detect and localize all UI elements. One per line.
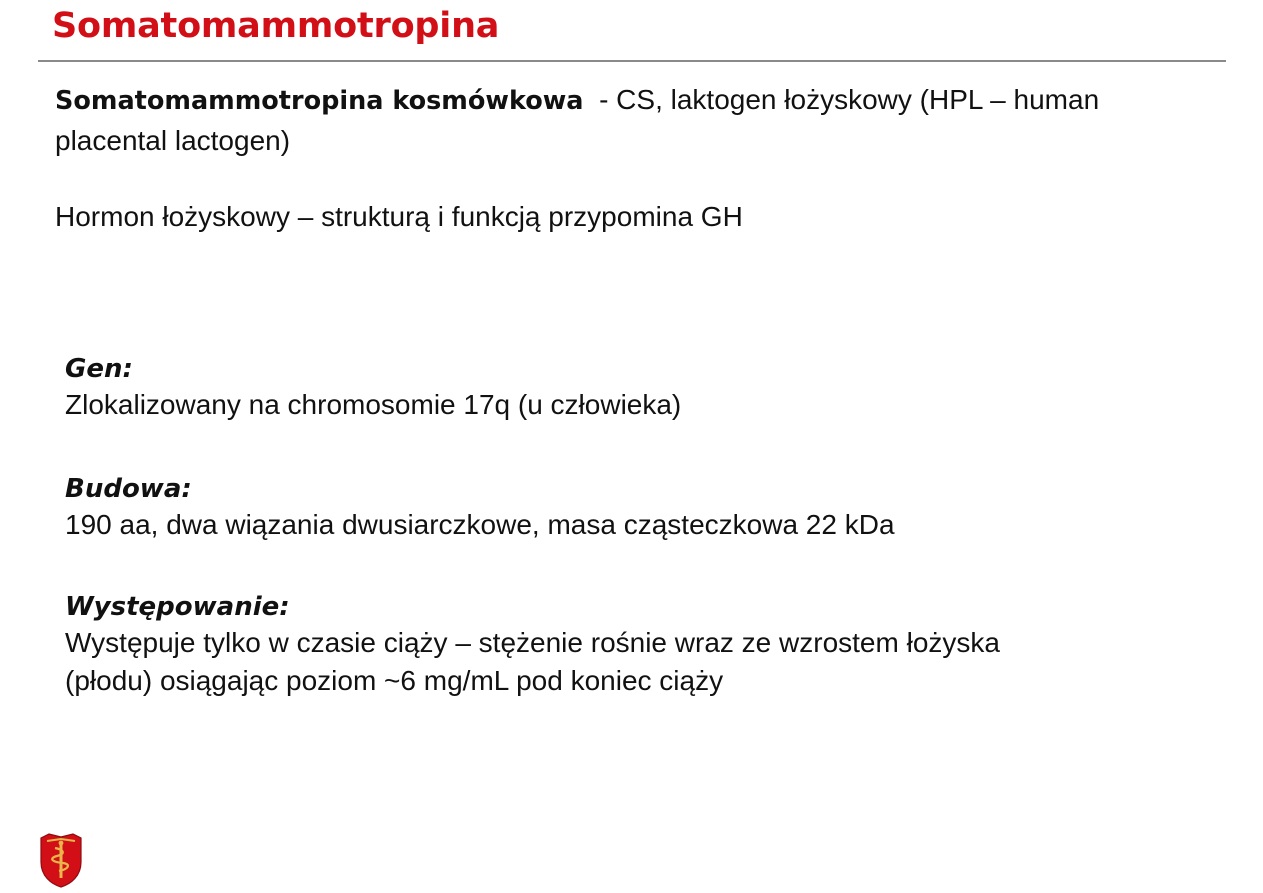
section-budowa [65, 472, 1215, 544]
section-body-wystepowanie-line2: (płodu) osiągając poziom ~6 mg/mL pod koniec ciąży [65, 665, 724, 696]
university-crest-icon [37, 832, 85, 888]
intro-term: Somatomammotropina kosmówkowa [55, 86, 584, 116]
section-heading-budowa: Budowa: [65, 474, 192, 504]
section-heading-gen: Gen: [65, 354, 133, 384]
intro-paragraph [55, 80, 1205, 161]
hormone-description: Hormon łożyskowy – strukturą i funkcją przypomina GH [55, 201, 743, 232]
title-divider [38, 60, 1226, 62]
slide-title: Somatomammotropina [52, 6, 500, 46]
section-wystepowanie [65, 590, 1215, 700]
section-gen [65, 352, 1215, 424]
intro-description: - CS, laktogen łożyskowy (HPL – human placental lactogen) [55, 84, 1100, 156]
section-body-gen: Zlokalizowany na chromosomie 17q (u człowieka) [65, 389, 682, 420]
section-body-wystepowanie-line1: Występuje tylko w czasie ciąży – stężenie rośnie wraz ze wzrostem łożyska [65, 627, 1000, 658]
section-heading-wystepowanie: Występowanie: [65, 592, 290, 622]
section-body-budowa: 190 aa, dwa wiązania dwusiarczkowe, masa cząsteczkowa 22 kDa [65, 509, 895, 540]
